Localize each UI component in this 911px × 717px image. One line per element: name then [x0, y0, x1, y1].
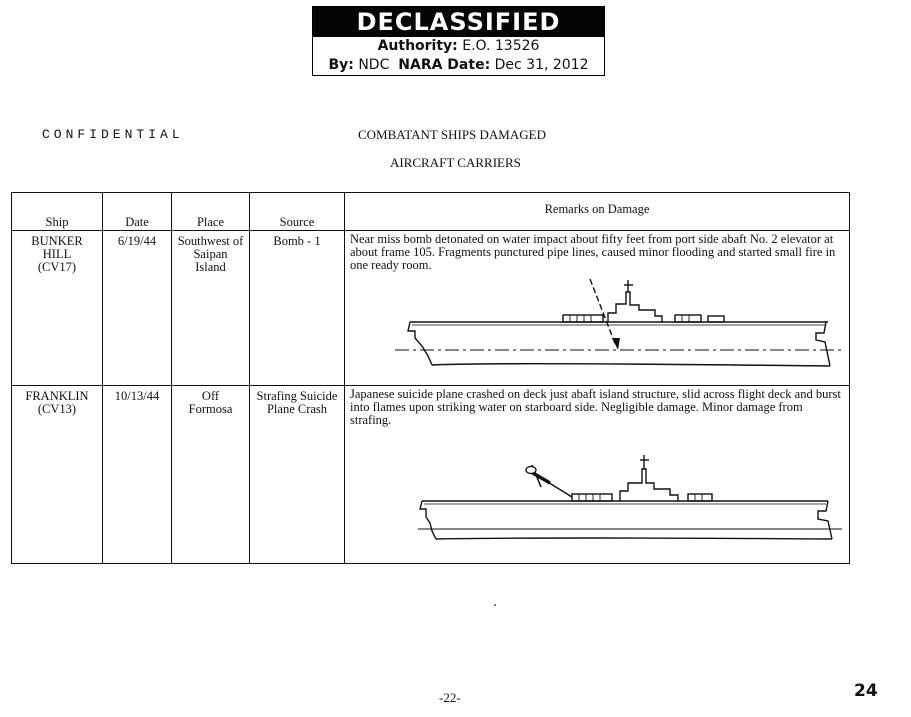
remarks-cell: [345, 386, 850, 564]
page-subheading: AIRCRAFT CARRIERS: [390, 155, 521, 170]
classification-marking: CONFIDENTIAL: [42, 127, 184, 142]
stamp-by-line: [313, 56, 604, 75]
header-place: Place: [172, 193, 250, 231]
ship-cell: [12, 231, 103, 386]
stamp-by-label: By:: [328, 57, 354, 73]
stamp-by-value: NDC: [358, 57, 390, 73]
declassified-stamp: [312, 6, 605, 76]
place-cell: [172, 386, 250, 564]
table-row: [12, 386, 850, 564]
source-text: Strafing Suicide Plane Crash: [256, 389, 338, 416]
table-row: [12, 231, 850, 386]
ship-name: BUNKER HILL: [31, 234, 83, 261]
ship-cell: [12, 386, 103, 564]
stamp-authority-line: [313, 37, 604, 56]
header-remarks: Remarks on Damage: [345, 193, 850, 231]
table-header-row: [12, 193, 850, 231]
place-text: Off Formosa: [188, 389, 233, 416]
bunker-hill-damage-diagram: [350, 272, 845, 372]
damage-table: [11, 192, 850, 564]
source-cell: Bomb - 1: [250, 231, 345, 386]
page-heading: COMBATANT SHIPS DAMAGED: [358, 127, 546, 142]
stamp-title: DECLASSIFIED: [313, 7, 604, 37]
ship-name: FRANKLIN: [25, 389, 89, 403]
scan-speck: [494, 604, 496, 606]
date-cell: 6/19/44: [103, 231, 172, 386]
source-cell: [250, 386, 345, 564]
ship-hull: (CV13): [37, 402, 77, 416]
place-text: Southwest of Saipan Island: [177, 234, 244, 274]
ship-hull: (CV17): [37, 260, 77, 274]
header-ship: Ship: [12, 193, 103, 231]
sheet-number: 24: [854, 681, 878, 701]
remarks-text: Japanese suicide plane crashed on deck just abaft island structure, slid across flight deck and burst into flames upon striking water on starboard side. Negligible damage. Minor damage from strafing.: [350, 387, 841, 427]
remarks-text: Near miss bomb detonated on water impact about fifty feet from port side abaft No. 2 elevator at about frame 105. Fragments punctured pipe lines, caused minor flooding and started small fire in one ready room.: [350, 232, 836, 272]
page-number: -22-: [439, 690, 461, 705]
carrier-profile-diagram: [350, 272, 845, 372]
stamp-nara-value: Dec 31, 2012: [494, 57, 589, 73]
date-cell: 10/13/44: [103, 386, 172, 564]
header-date: Date: [103, 193, 172, 231]
header-source: Source: [250, 193, 345, 231]
stamp-authority-label: Authority:: [377, 38, 458, 54]
stamp-nara-label: NARA Date:: [398, 57, 491, 73]
carrier-profile-diagram: [350, 427, 845, 542]
franklin-damage-diagram: [350, 427, 845, 542]
place-cell: [172, 231, 250, 386]
stamp-authority-value: E.O. 13526: [462, 38, 540, 54]
remarks-cell: [345, 231, 850, 386]
